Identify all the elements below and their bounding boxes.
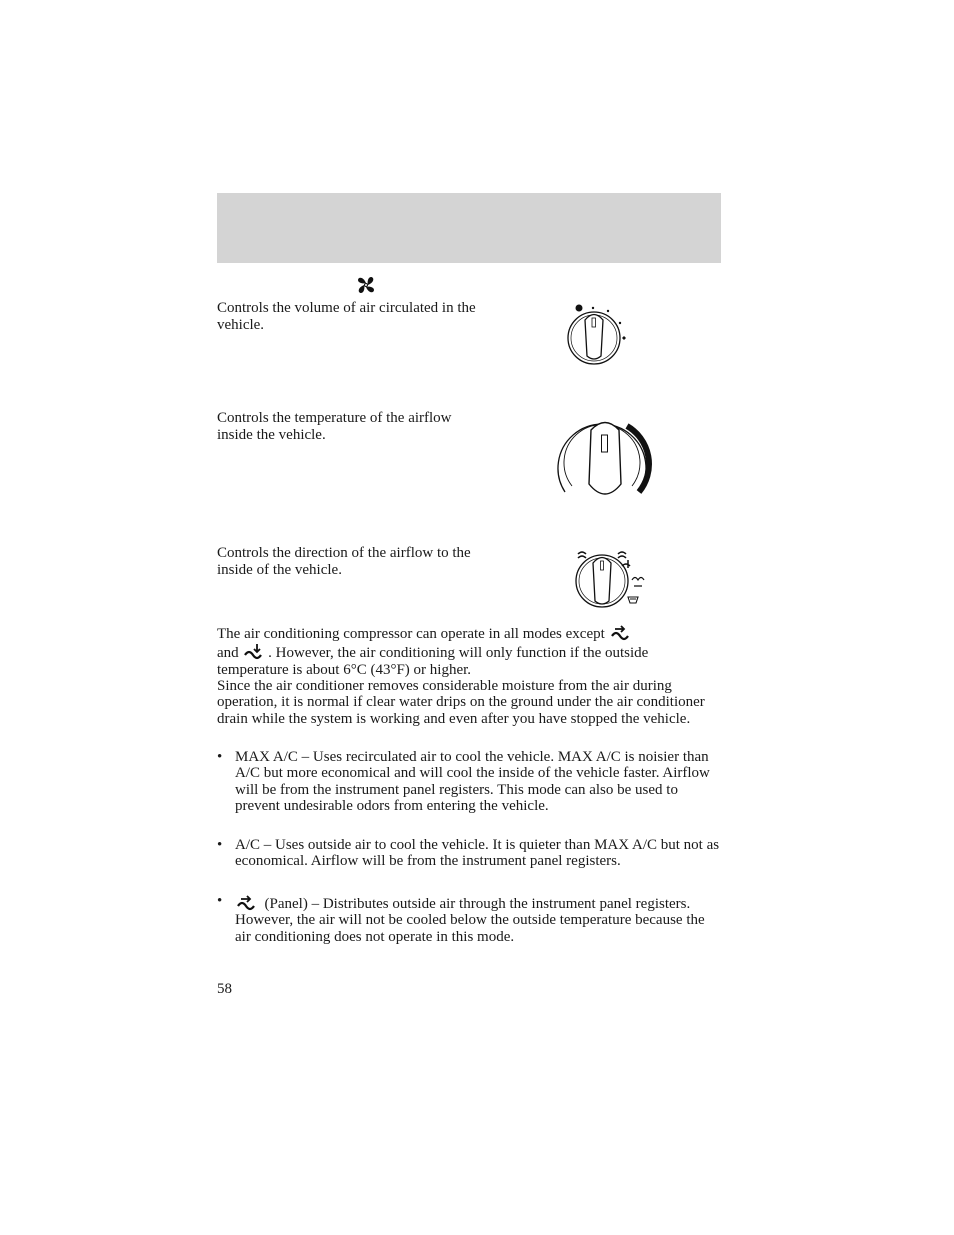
- bullet-text: A/C – Uses outside air to cool the vehicle. It is quieter than MAX A/C but not as economical. Airflow will be from the instrument panel registers.: [235, 837, 720, 870]
- section-header-bar: [217, 193, 721, 263]
- panel-icon: [618, 552, 626, 558]
- fan-speed-knob[interactable]: [560, 300, 632, 366]
- page-number: 58: [217, 981, 232, 997]
- defrost-icon: [628, 597, 638, 603]
- compressor-text-part3: . However, the air conditioning will only function if the outside temperature is about 6°C (43°F) or higher.: [217, 645, 649, 678]
- temperature-knob[interactable]: [555, 412, 653, 504]
- mode-description: Controls the direction of the airflow to the inside of the vehicle.: [217, 545, 471, 578]
- bullet-text: (Panel) – Distributes outside air through the instrument panel registers. However, the air will not be cooled below the outside temperature because the air conditioning does not operate in this mode.: [235, 896, 705, 945]
- max-ac-icon: [578, 552, 586, 558]
- bullet-marker: •: [217, 749, 223, 765]
- compressor-paragraph: [217, 623, 721, 678]
- compressor-text-part2: and: [217, 645, 239, 662]
- panel-vent-icon: [609, 623, 631, 641]
- bullet-marker: •: [217, 893, 223, 909]
- compressor-text-part1: The air conditioning compressor can operate in all modes except: [217, 626, 605, 642]
- floor-vent-icon: [242, 642, 264, 660]
- floor-defrost-icon: [632, 578, 644, 587]
- fan-small-icon: [576, 305, 583, 312]
- panel-vent-icon: [235, 893, 257, 911]
- temperature-description: Controls the temperature of the airflow inside the vehicle.: [217, 410, 452, 443]
- bullet-text: MAX A/C – Uses recirculated air to cool the vehicle. MAX A/C is noisier than A/C but more economical and will cool the inside of the vehicle faster. Airflow will be from the instrument panel registers. This mode can also be used to prevent undesirable odors from entering the vehicle.: [235, 749, 710, 814]
- fan-icon: [355, 274, 377, 296]
- moisture-paragraph: Since the air conditioner removes considerable moisture from the air during operation, it is normal if clear water drips on the ground under the air conditioner drain while the system is working and even after you have stopped the vehicle.: [217, 678, 705, 727]
- bullet-marker: •: [217, 837, 223, 853]
- mode-knob[interactable]: [572, 544, 648, 610]
- fan-description: Controls the volume of air circulated in the vehicle.: [217, 300, 476, 333]
